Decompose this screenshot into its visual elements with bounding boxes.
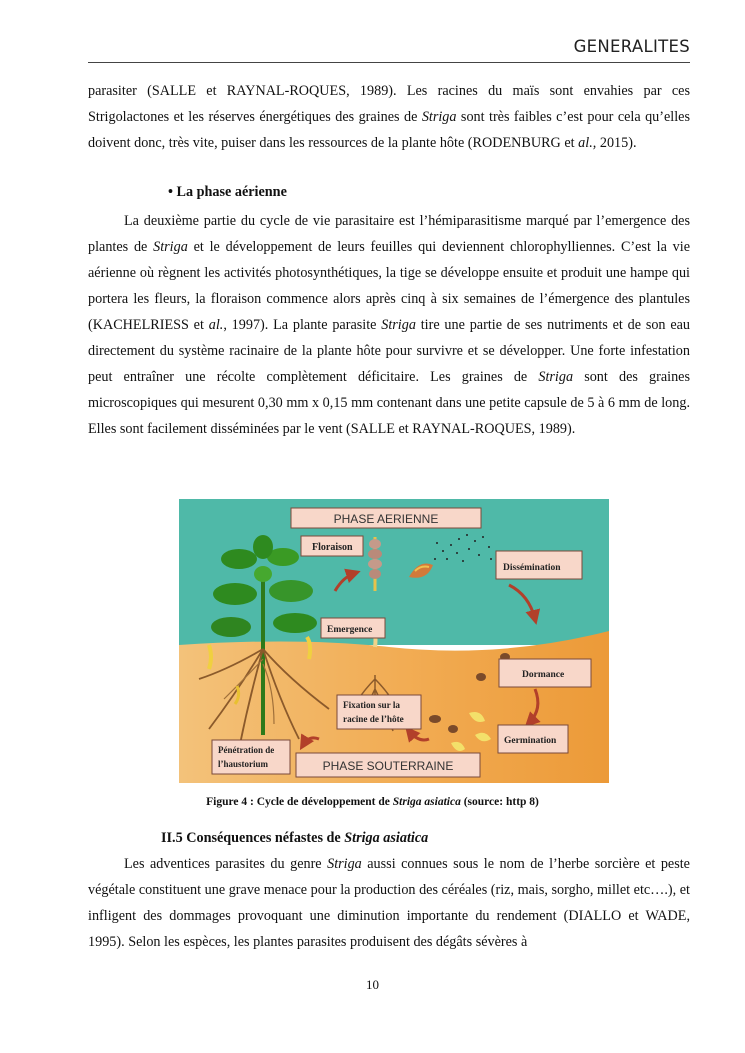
para2-text-2: et le développement de leurs feuilles qui deviennent chlorophylliennes. C’est la vie aérienne où règnent les activités photosynthétiques, la tige se développe ensuite et produit une hampe qui portera les fleurs, la floraison commence alors après cinq à six semaines de l’émergence des plantules (KACHELRIESS et [88,239,691,333]
caption-species: Striga asiatica [392,796,461,808]
dormance-label: Dormance [522,670,565,680]
bullet-heading [168,184,287,201]
page-header [88,36,690,63]
section-heading [161,830,428,847]
para2-striga-2: Striga [381,317,416,333]
fixation-label-2: racine de l’hôte [343,714,404,724]
section-species: Striga asiatica [344,830,429,846]
para1-al: al., [578,135,597,151]
para2-text-3: , 1997). La plante parasite [223,317,382,333]
para2-text-4: tire une partie de ses nutriments et de son eau directement du système racinaire de la plante hôte pour survivre et se développer. Une forte infestation peut entraîner une récolte complètement déficitaire. Les graines de [88,317,691,385]
emergence-label: Emergence [327,625,373,635]
para2-text-5: sont des graines microscopiques qui mesurent 0,30 mm x 0,15 mm contenant dans une petite capsule de 5 à 6 mm de long. Elles sont facilement disséminées par le vent (SALLE et RAYNAL-ROQUES, 1989). [88,369,690,437]
penetration-label-1: Pénétration de [218,745,275,755]
para2-striga-3: Striga [538,369,574,385]
para1-text-1: parasiter (SALLE et RAYNAL-ROQUES, 1989). Les racines du maïs sont envahies par ces Strigolactones et les réserves énergétiques des graines de [88,83,690,125]
dissemination-label: Dissémination [503,563,561,573]
bullet-title: La phase aérienne [176,184,287,200]
lifecycle-diagram [179,499,609,783]
lifecycle-figure [179,499,609,783]
para2-text-1: La deuxième partie du cycle de vie parasitaire est l’hémiparasitisme marqué par l’emergence des plantes de [88,213,690,255]
phase-souterraine-label: PHASE SOUTERRAINE [322,759,454,773]
para1-text-3: 2015). [596,135,637,151]
paragraph-consequences [88,851,690,955]
section-prefix: II.5 Conséquences néfastes de [161,830,345,846]
paragraph-intro [88,78,690,156]
bullet-symbol: • [168,184,173,200]
caption-suffix: (source: http 8) [460,796,539,808]
header-title: GENERALITES [573,37,690,56]
figure-caption [0,796,745,808]
phase-aerienne-label: PHASE AERIENNE [333,512,439,526]
page-number: 10 [366,977,379,992]
fixation-label-1: Fixation sur la [343,700,401,710]
para3-striga: Striga [327,856,362,872]
floraison-label: Floraison [312,542,353,553]
para3-text-1: Les adventices parasites du genre [124,856,328,872]
para2-striga-1: Striga [153,239,188,255]
paragraph-aerial [88,208,690,442]
caption-prefix: Figure 4 : Cycle de développement de [206,796,393,808]
penetration-label-2: l’haustorium [218,759,269,769]
para1-striga: Striga [421,109,457,125]
para1-text-2: sont très faibles c’est pour cela qu’elles doivent donc, très vite, puiser dans les ressources de la plante hôte (RODENBURG et [88,109,691,151]
para2-al: al. [208,317,224,333]
germination-label: Germination [504,736,557,746]
para3-text-2: aussi connues sous le nom de l’herbe sorcière et peste végétale constituent une grave menace pour la production des céréales (riz, mais, sorgho, millet etc….), et infligent des dommages provoquant une diminution importante du rendement (DIALLO et WADE, 1995). Selon les espèces, les plantes parasites produisent des dégâts sévères à [88,856,690,950]
